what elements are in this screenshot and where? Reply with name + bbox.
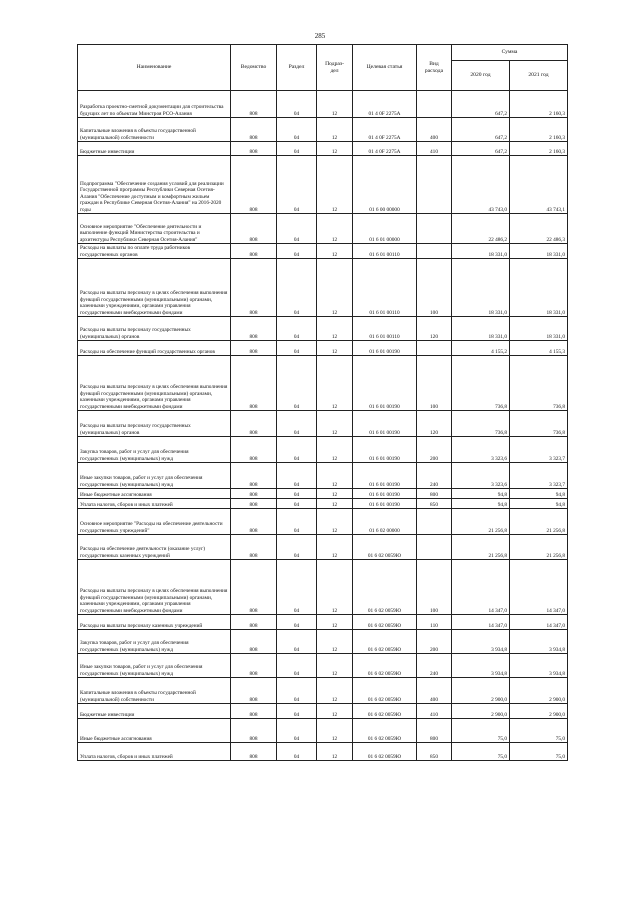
- header-year-2021: 2021 год: [510, 61, 568, 91]
- cell-name: Расходы на обеспечение деятельности (оказание услуг) государственных казенных учреждений: [78, 535, 231, 560]
- cell-sec: 04: [277, 535, 317, 560]
- cell-y2: 94,8: [510, 489, 568, 499]
- cell-sub: 12: [317, 535, 353, 560]
- cell-dept: 808: [231, 719, 277, 743]
- cell-y2: 14 347,0: [510, 560, 568, 615]
- cell-y2: 22 486,3: [510, 214, 568, 244]
- cell-sub: 12: [317, 156, 353, 214]
- cell-name: Уплата налогов, сборов и иных платежей: [78, 743, 231, 761]
- cell-sub: 12: [317, 142, 353, 156]
- cell-y1: 3 934,8: [452, 630, 510, 654]
- cell-y1: 3 323,6: [452, 463, 510, 489]
- budget-table: [77, 44, 568, 761]
- table-row: [78, 535, 568, 560]
- cell-sec: 04: [277, 615, 317, 630]
- cell-y2: 75,0: [510, 719, 568, 743]
- cell-sec: 04: [277, 118, 317, 142]
- cell-target: 01 6 02 00000: [353, 509, 417, 535]
- cell-sec: 04: [277, 463, 317, 489]
- cell-type: 200: [417, 437, 452, 463]
- cell-y1: 94,8: [452, 499, 510, 509]
- table-row: [78, 630, 568, 654]
- cell-sub: 12: [317, 743, 353, 761]
- cell-target: 01 4 0F 2275А: [353, 142, 417, 156]
- cell-y2: 736,8: [510, 356, 568, 411]
- cell-sub: 12: [317, 341, 353, 356]
- cell-dept: 808: [231, 743, 277, 761]
- cell-y2: 2 900,0: [510, 678, 568, 704]
- cell-name: Расходы на выплаты персоналу государственных (муниципальных) органов: [78, 411, 231, 437]
- table-row: [78, 615, 568, 630]
- cell-y2: 2 160,3: [510, 91, 568, 118]
- cell-y2: 4 155,3: [510, 341, 568, 356]
- cell-y1: 736,8: [452, 411, 510, 437]
- cell-type: 110: [417, 615, 452, 630]
- cell-type: 100: [417, 560, 452, 615]
- cell-y2: 21 256,8: [510, 509, 568, 535]
- cell-sec: 04: [277, 156, 317, 214]
- table-row: [78, 142, 568, 156]
- cell-sec: 04: [277, 654, 317, 678]
- cell-dept: 808: [231, 678, 277, 704]
- table-row: [78, 489, 568, 499]
- header-name: Наименование: [78, 45, 231, 91]
- cell-dept: 808: [231, 560, 277, 615]
- table-row: [78, 317, 568, 341]
- header-subsection: Подраз- дел: [317, 45, 353, 91]
- header-expense-type: Вид расхода: [417, 45, 452, 91]
- cell-name: Расходы на выплаты персоналу в целях обеспечения выполнения функций государственными (муниципальными) органами, казенными учреждениями, органами управления государственными внебюджетными фондами: [78, 560, 231, 615]
- cell-y1: 75,0: [452, 743, 510, 761]
- cell-name: Расходы на выплаты персоналу в целях обеспечения выполнения функций государственными (муниципальными) органами, казенными учреждениями, органами управления государственными внебюджетными фондами: [78, 356, 231, 411]
- cell-name: Расходы на выплаты персоналу в целях обеспечения выполнения функций государственными (муниципальными) органами, казенными учреждениями, органами управления государственными внебюджетными фондами: [78, 259, 231, 317]
- cell-name: Уплата налогов, сборов и иных платежей: [78, 499, 231, 509]
- header-dept: Ведомство: [231, 45, 277, 91]
- table-row: [78, 463, 568, 489]
- cell-sec: 04: [277, 142, 317, 156]
- cell-type: [417, 509, 452, 535]
- cell-y1: 14 347,0: [452, 560, 510, 615]
- cell-type: 410: [417, 704, 452, 719]
- cell-dept: 808: [231, 118, 277, 142]
- table-row: [78, 118, 568, 142]
- cell-y2: 3 934,8: [510, 654, 568, 678]
- cell-y2: 2 160,3: [510, 142, 568, 156]
- cell-target: 01 6 01 00190: [353, 489, 417, 499]
- cell-y2: 14 347,0: [510, 615, 568, 630]
- cell-type: 240: [417, 463, 452, 489]
- cell-name: Расходы на обеспечение функций государственных органов: [78, 341, 231, 356]
- cell-y1: 2 900,0: [452, 678, 510, 704]
- cell-y2: 2 160,3: [510, 118, 568, 142]
- cell-y2: 2 900,0: [510, 704, 568, 719]
- cell-sec: 04: [277, 91, 317, 118]
- table-row: [78, 743, 568, 761]
- cell-type: [417, 214, 452, 244]
- cell-target: 01 6 02 0059Ю: [353, 654, 417, 678]
- cell-target: 01 6 02 0059Ю: [353, 615, 417, 630]
- cell-y1: 94,8: [452, 489, 510, 499]
- header-sum: Сумма: [452, 45, 568, 61]
- cell-name: Бюджетные инвестиции: [78, 142, 231, 156]
- cell-sub: 12: [317, 91, 353, 118]
- cell-type: 120: [417, 317, 452, 341]
- cell-dept: 808: [231, 142, 277, 156]
- cell-target: 01 4 0F 2275А: [353, 118, 417, 142]
- cell-y1: 43 743,0: [452, 156, 510, 214]
- cell-sub: 12: [317, 411, 353, 437]
- cell-target: 01 6 02 0059Ю: [353, 630, 417, 654]
- cell-name: Иные бюджетные ассигнования: [78, 489, 231, 499]
- cell-type: [417, 341, 452, 356]
- cell-sub: 12: [317, 704, 353, 719]
- cell-sub: 12: [317, 259, 353, 317]
- cell-type: 120: [417, 411, 452, 437]
- cell-type: 200: [417, 630, 452, 654]
- cell-y1: 647,2: [452, 91, 510, 118]
- table-row: [78, 244, 568, 259]
- cell-target: 01 6 02 0059Ю: [353, 719, 417, 743]
- cell-dept: 808: [231, 499, 277, 509]
- cell-sub: 12: [317, 437, 353, 463]
- cell-sec: 04: [277, 341, 317, 356]
- cell-y1: 21 256,8: [452, 509, 510, 535]
- cell-type: 100: [417, 259, 452, 317]
- cell-name: Закупка товаров, работ и услуг для обеспечения государственных (муниципальных) нужд: [78, 437, 231, 463]
- cell-dept: 808: [231, 463, 277, 489]
- cell-y1: 4 155,2: [452, 341, 510, 356]
- cell-name: Подпрограмма "Обеспечение создания условий для реализации Государственной программы Республики Северная Осетия-Алания "Обеспечение доступным и комфортным жильем граждан в Республике Северная Осетия-Алания" на 2016-2020 годы: [78, 156, 231, 214]
- table-row: [78, 411, 568, 437]
- cell-dept: 808: [231, 437, 277, 463]
- cell-target: 01 6 01 00190: [353, 499, 417, 509]
- cell-sec: 04: [277, 489, 317, 499]
- cell-dept: 808: [231, 654, 277, 678]
- cell-sec: 04: [277, 704, 317, 719]
- cell-type: [417, 535, 452, 560]
- cell-sub: 12: [317, 463, 353, 489]
- cell-target: 01 6 02 0059Ю: [353, 743, 417, 761]
- cell-sub: 12: [317, 489, 353, 499]
- cell-name: Иные закупки товаров, работ и услуг для обеспечения государственных (муниципальных) нужд: [78, 463, 231, 489]
- cell-y1: 647,2: [452, 142, 510, 156]
- table-body: [78, 91, 568, 761]
- cell-sub: 12: [317, 560, 353, 615]
- cell-sec: 04: [277, 630, 317, 654]
- cell-name: Капитальные вложения в объекты государственной (муниципальной) собственности: [78, 118, 231, 142]
- cell-dept: 808: [231, 91, 277, 118]
- cell-target: 01 6 01 00000: [353, 214, 417, 244]
- cell-sub: 12: [317, 244, 353, 259]
- table-row: [78, 156, 568, 214]
- cell-y1: 3 934,8: [452, 654, 510, 678]
- cell-type: 100: [417, 356, 452, 411]
- table-row: [78, 499, 568, 509]
- cell-dept: 808: [231, 356, 277, 411]
- table-row: [78, 259, 568, 317]
- cell-target: 01 6 01 00110: [353, 317, 417, 341]
- cell-sec: 04: [277, 743, 317, 761]
- table-row: [78, 437, 568, 463]
- cell-y2: 18 331,0: [510, 244, 568, 259]
- table-row: [78, 560, 568, 615]
- cell-y2: 43 743,1: [510, 156, 568, 214]
- cell-dept: 808: [231, 244, 277, 259]
- cell-dept: 808: [231, 411, 277, 437]
- cell-dept: 808: [231, 630, 277, 654]
- cell-type: 400: [417, 678, 452, 704]
- cell-sec: 04: [277, 437, 317, 463]
- cell-sub: 12: [317, 654, 353, 678]
- cell-y2: 18 331,0: [510, 259, 568, 317]
- cell-name: Расходы на выплаты персоналу государственных (муниципальных) органов: [78, 317, 231, 341]
- cell-sec: 04: [277, 244, 317, 259]
- cell-target: 01 6 00 00000: [353, 156, 417, 214]
- cell-name: Бюджетные инвестиции: [78, 704, 231, 719]
- header-section: Раздел: [277, 45, 317, 91]
- cell-y1: 18 331,0: [452, 317, 510, 341]
- cell-y2: 3 323,7: [510, 463, 568, 489]
- cell-target: 01 6 02 0059Ю: [353, 535, 417, 560]
- cell-dept: 808: [231, 156, 277, 214]
- table-row: [78, 509, 568, 535]
- cell-target: 01 6 01 00110: [353, 259, 417, 317]
- cell-y2: 3 934,8: [510, 630, 568, 654]
- cell-dept: 808: [231, 341, 277, 356]
- cell-dept: 808: [231, 615, 277, 630]
- cell-name: Расходы на выплаты персоналу казенных учреждений: [78, 615, 231, 630]
- cell-target: 01 6 01 00190: [353, 341, 417, 356]
- cell-sec: 04: [277, 317, 317, 341]
- cell-target: 01 6 01 00190: [353, 437, 417, 463]
- header-target: Целевая статья: [353, 45, 417, 91]
- page-number: 285: [314, 32, 326, 40]
- cell-dept: 808: [231, 509, 277, 535]
- cell-type: 800: [417, 489, 452, 499]
- cell-y1: 18 331,0: [452, 259, 510, 317]
- table-row: [78, 704, 568, 719]
- cell-y2: 21 256,8: [510, 535, 568, 560]
- cell-sec: 04: [277, 560, 317, 615]
- cell-target: 01 6 01 00190: [353, 411, 417, 437]
- cell-sub: 12: [317, 678, 353, 704]
- cell-sec: 04: [277, 509, 317, 535]
- cell-name: Расходы на выплаты по оплате труда работников государственных органов: [78, 244, 231, 259]
- cell-name: Разработка проектно-сметной документации для строительства будущих лет по объектам Минстроя РСО-Алания: [78, 91, 231, 118]
- cell-sec: 04: [277, 214, 317, 244]
- table-row: [78, 214, 568, 244]
- cell-target: 01 4 0F 2275А: [353, 91, 417, 118]
- cell-type: 800: [417, 719, 452, 743]
- cell-dept: 808: [231, 214, 277, 244]
- cell-y1: 22 486,2: [452, 214, 510, 244]
- header-year-2020: 2020 год: [452, 61, 510, 91]
- cell-sec: 04: [277, 678, 317, 704]
- cell-sec: 04: [277, 719, 317, 743]
- cell-y1: 736,8: [452, 356, 510, 411]
- cell-sec: 04: [277, 411, 317, 437]
- cell-name: Иные закупки товаров, работ и услуг для обеспечения государственных (муниципальных) нужд: [78, 654, 231, 678]
- cell-dept: 808: [231, 704, 277, 719]
- cell-dept: 808: [231, 317, 277, 341]
- cell-sub: 12: [317, 317, 353, 341]
- cell-sub: 12: [317, 499, 353, 509]
- cell-y1: 647,2: [452, 118, 510, 142]
- cell-type: [417, 156, 452, 214]
- cell-type: 850: [417, 499, 452, 509]
- cell-y1: 3 323,6: [452, 437, 510, 463]
- cell-y1: 18 331,0: [452, 244, 510, 259]
- cell-target: 01 6 02 0059Ю: [353, 678, 417, 704]
- cell-type: 850: [417, 743, 452, 761]
- cell-type: [417, 91, 452, 118]
- table-row: [78, 341, 568, 356]
- cell-target: 01 6 02 0059Ю: [353, 704, 417, 719]
- table-row: [78, 91, 568, 118]
- cell-target: 01 6 01 00110: [353, 244, 417, 259]
- cell-type: 240: [417, 654, 452, 678]
- cell-name: Закупка товаров, работ и услуг для обеспечения государственных (муниципальных) нужд: [78, 630, 231, 654]
- cell-sub: 12: [317, 509, 353, 535]
- cell-sub: 12: [317, 214, 353, 244]
- cell-sub: 12: [317, 356, 353, 411]
- cell-sub: 12: [317, 615, 353, 630]
- cell-sec: 04: [277, 259, 317, 317]
- cell-dept: 808: [231, 535, 277, 560]
- cell-name: Капитальные вложения в объекты государственной (муниципальной) собственности: [78, 678, 231, 704]
- cell-y2: 75,0: [510, 743, 568, 761]
- cell-y2: 18 331,0: [510, 317, 568, 341]
- cell-name: Иные бюджетные ассигнования: [78, 719, 231, 743]
- cell-sec: 04: [277, 356, 317, 411]
- cell-y2: 736,8: [510, 411, 568, 437]
- cell-dept: 808: [231, 259, 277, 317]
- cell-sub: 12: [317, 630, 353, 654]
- cell-target: 01 6 02 0059Ю: [353, 560, 417, 615]
- cell-type: [417, 244, 452, 259]
- cell-y2: 94,8: [510, 499, 568, 509]
- table-row: [78, 719, 568, 743]
- cell-name: Основное мероприятие "Расходы на обеспечение деятельности государственных учреждений": [78, 509, 231, 535]
- cell-y1: 2 900,0: [452, 704, 510, 719]
- cell-y2: 3 323,7: [510, 437, 568, 463]
- cell-y1: 21 256,8: [452, 535, 510, 560]
- table-row: [78, 678, 568, 704]
- cell-type: 410: [417, 142, 452, 156]
- cell-target: 01 6 01 00190: [353, 463, 417, 489]
- cell-sub: 12: [317, 118, 353, 142]
- cell-dept: 808: [231, 489, 277, 499]
- cell-name: Основное мероприятие "Обеспечение деятельности и выполнение функций Министерства строительства и архитектуры Республики Северная Осетия-Алания": [78, 214, 231, 244]
- table-row: [78, 356, 568, 411]
- cell-sec: 04: [277, 499, 317, 509]
- cell-type: 400: [417, 118, 452, 142]
- cell-target: 01 6 01 00190: [353, 356, 417, 411]
- cell-sub: 12: [317, 719, 353, 743]
- cell-y1: 14 347,0: [452, 615, 510, 630]
- table-row: [78, 654, 568, 678]
- cell-y1: 75,0: [452, 719, 510, 743]
